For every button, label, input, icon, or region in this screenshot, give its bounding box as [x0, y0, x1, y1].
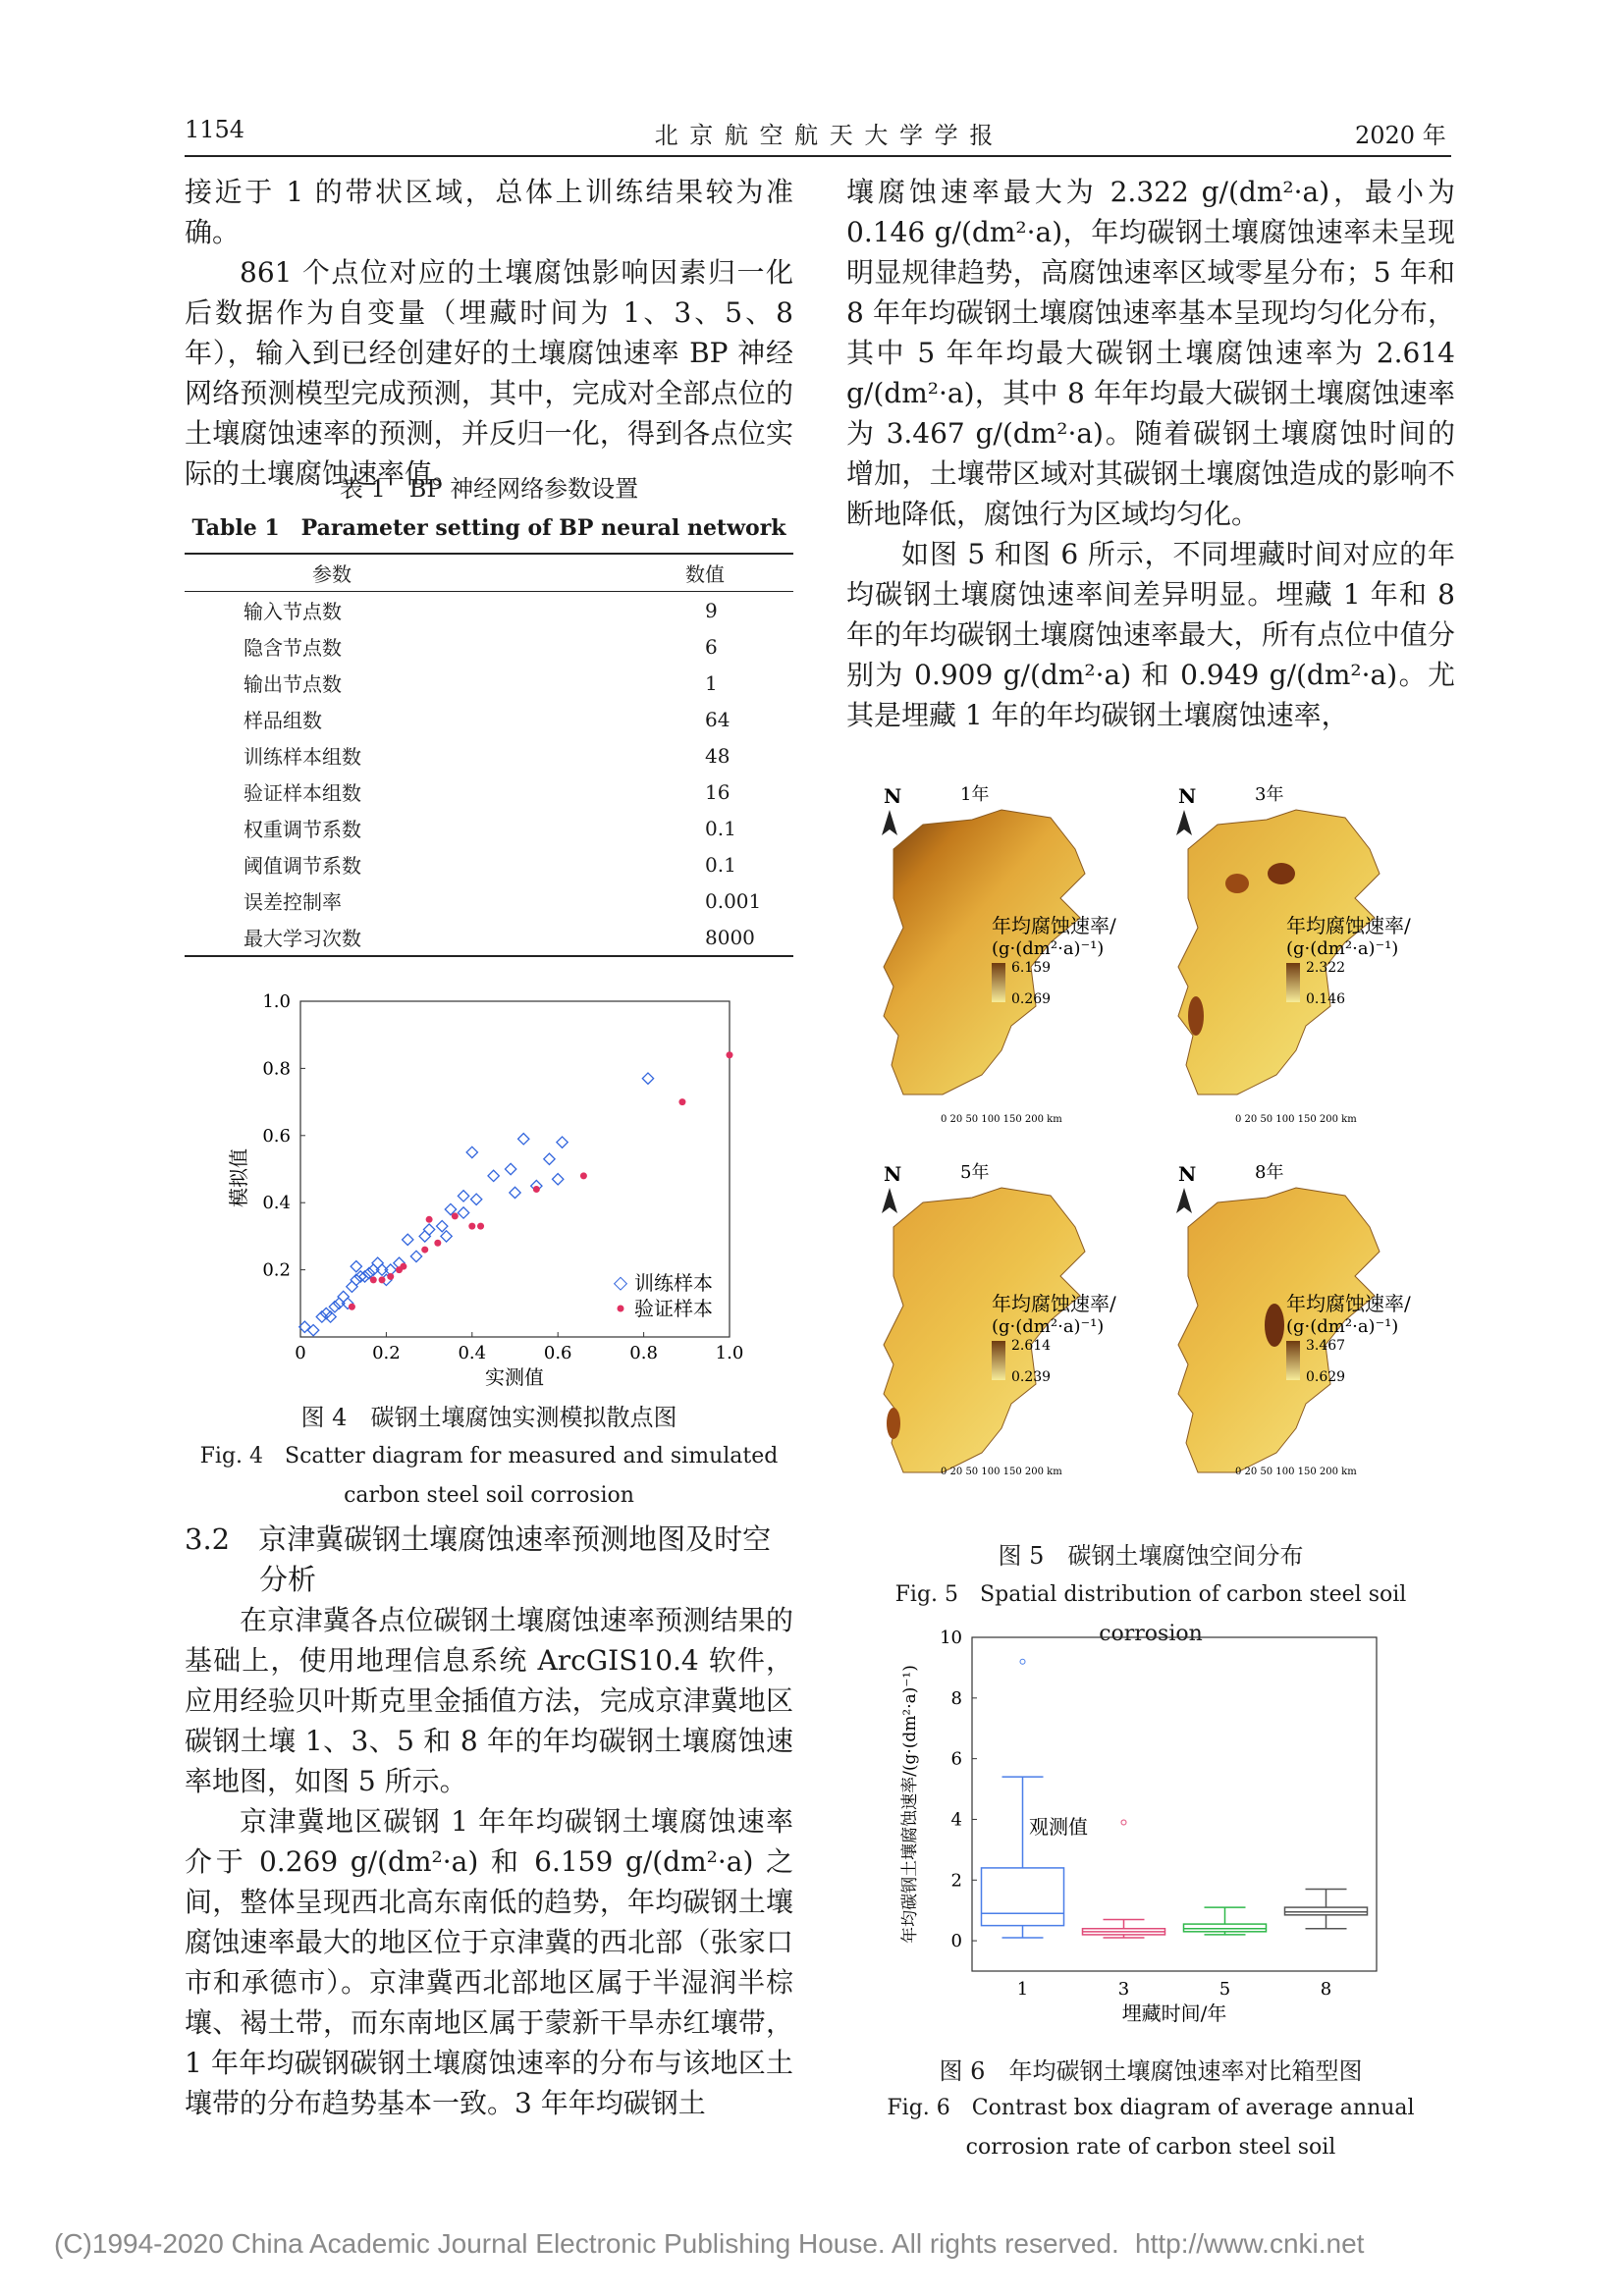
- param-value: 64: [705, 707, 731, 731]
- hotspot: [887, 1408, 900, 1439]
- x-tick-label: 1: [1016, 1979, 1029, 2000]
- scatter-point-train: [466, 1147, 477, 1157]
- legend-min: 0.239: [1011, 1369, 1052, 1385]
- map-panel-3yr: [1176, 783, 1411, 1125]
- legend-unit: (g·(dm²·a)⁻¹): [992, 938, 1105, 959]
- fig5-caption-en: Fig. 5 Spatial distribution of carbon steel soil corrosion: [894, 1582, 1407, 1646]
- legend-colorbar: [992, 963, 1005, 1002]
- scatter-point-train: [488, 1170, 499, 1181]
- box-3: [1083, 1820, 1165, 1938]
- map-panel-1yr: [882, 783, 1116, 1125]
- param-name: 训练样本组数: [244, 745, 361, 769]
- hotspot: [1188, 996, 1204, 1036]
- table-row: [185, 919, 793, 956]
- scatter-point-train: [419, 1231, 430, 1242]
- y-axis-label: 年均碳钢土壤腐蚀速率/(g·(dm²·a)⁻¹): [900, 1665, 920, 1944]
- scatter-point-validation: [426, 1216, 433, 1223]
- x-tick-label: 0.2: [372, 1343, 401, 1363]
- x-axis-label: 实测值: [485, 1365, 544, 1389]
- legend-unit: (g·(dm²·a)⁻¹): [992, 1316, 1105, 1337]
- y-tick-label: 0.4: [262, 1193, 291, 1214]
- x-tick-label: 0.4: [458, 1343, 487, 1363]
- scatter-point-train: [510, 1187, 520, 1198]
- legend-colorbar: [1286, 1341, 1300, 1380]
- param-name: 验证样本组数: [244, 781, 361, 805]
- hotspot: [1265, 1304, 1284, 1347]
- panel-label: 3年: [1255, 784, 1284, 805]
- scatter-point-validation: [434, 1240, 441, 1247]
- north-arrow: N: [884, 784, 902, 808]
- right-column-top: [846, 172, 1455, 735]
- scatter-point-validation: [727, 1051, 733, 1058]
- scatter-point-validation: [370, 1276, 377, 1283]
- left-column-bottom: [185, 1600, 793, 2123]
- legend-marker-validation: [618, 1306, 624, 1312]
- journal-title: 北 京 航 空 航 天 大 学 学 报: [654, 122, 996, 149]
- legend-train-label: 训练样本: [634, 1271, 713, 1295]
- legend-marker-train: [615, 1277, 627, 1290]
- paragraph: 在京津冀各点位碳钢土壤腐蚀速率预测结果的基础上，使用地理信息系统 ArcGIS10.4 软件，应用经验贝叶斯克里金插值方法，完成京津冀地区碳钢土壤 1、3、5 和 8 年的年均碳钢土壤腐蚀速率地图，如图 5 所示。: [185, 1604, 793, 1797]
- y-tick-label: 2: [950, 1870, 962, 1892]
- legend-min: 0.269: [1011, 991, 1052, 1007]
- scale-bar: 0 20 50 100 150 200 km: [1235, 1467, 1357, 1477]
- param-value: 1: [705, 670, 718, 695]
- scatter-point-train: [471, 1194, 482, 1204]
- table-caption-cn: 表 1 BP 神经网络参数设置: [339, 475, 639, 503]
- scatter-point-train: [437, 1220, 448, 1231]
- x-axis-label: 埋藏时间/年: [1121, 2002, 1227, 2025]
- legend-min: 0.146: [1306, 991, 1346, 1007]
- fig4-caption-en-1: Fig. 4 Scatter diagram for measured and simulated: [199, 1444, 779, 1468]
- scatter-point-validation: [477, 1223, 484, 1230]
- scatter-point-train: [338, 1291, 349, 1302]
- scatter-point-train: [518, 1134, 529, 1145]
- map-panel-8yr: [1176, 1161, 1411, 1477]
- param-value: 0.001: [705, 888, 762, 913]
- param-name: 输入节点数: [244, 600, 342, 623]
- scatter-chart: [185, 991, 793, 1394]
- table-caption-en: Table 1 Parameter setting of BP neural network: [191, 515, 786, 541]
- table-header: 参数: [312, 562, 352, 586]
- scatter-point-train: [372, 1257, 383, 1268]
- hotspot: [1225, 874, 1249, 893]
- scatter-point-validation: [468, 1223, 475, 1230]
- plot-frame: [972, 1637, 1377, 1971]
- param-name: 权重调节系数: [244, 818, 361, 841]
- x-tick-label: 3: [1117, 1979, 1130, 2000]
- legend-title: 年均腐蚀速率/: [1286, 914, 1411, 937]
- table-row: [185, 592, 793, 629]
- y-tick-label: 6: [950, 1748, 962, 1770]
- scatter-point-validation: [379, 1276, 386, 1283]
- table-row: [185, 774, 793, 810]
- scatter-point-train: [642, 1073, 653, 1084]
- scatter-point-train: [505, 1163, 515, 1174]
- legend-title: 年均腐蚀速率/: [992, 914, 1116, 937]
- param-name: 隐含节点数: [244, 636, 342, 660]
- table-row: [185, 701, 793, 737]
- param-name: 输出节点数: [244, 672, 342, 696]
- y-tick-label: 0.6: [262, 1125, 291, 1147]
- box-body: [982, 1868, 1064, 1926]
- x-tick-label: 0: [295, 1343, 306, 1363]
- scatter-point-train: [410, 1251, 421, 1261]
- box-body: [1184, 1924, 1267, 1932]
- table-row: [185, 882, 793, 919]
- corrosion-map-figure: [864, 780, 1453, 1487]
- scatter-point-train: [557, 1137, 568, 1148]
- scatter-point-train: [351, 1261, 361, 1272]
- scatter-point-train: [403, 1234, 413, 1245]
- y-tick-label: 4: [950, 1809, 962, 1831]
- map-panel-5yr: [882, 1161, 1116, 1477]
- section-title: 3.2 京津冀碳钢土壤腐蚀速率预测地图及时空: [185, 1522, 772, 1556]
- scatter-point-train: [458, 1191, 468, 1201]
- x-tick-label: 5: [1218, 1979, 1231, 2000]
- param-value: 8000: [705, 925, 755, 949]
- scatter-point-validation: [387, 1273, 394, 1280]
- x-tick-label: 0.6: [543, 1343, 572, 1363]
- legend-unit: (g·(dm²·a)⁻¹): [1286, 938, 1399, 959]
- panel-label: 8年: [1255, 1162, 1284, 1183]
- table-header: 数值: [685, 562, 725, 586]
- north-arrow-icon: [1176, 810, 1192, 835]
- fig6-caption-en-2: corrosion rate of carbon steel soil: [965, 2135, 1336, 2160]
- y-tick-label: 1.0: [262, 991, 291, 1012]
- paragraph: 京津冀地区碳钢 1 年年均碳钢土壤腐蚀速率介于 0.269 g/(dm²·a) 和 6.159 g/(dm²·a) 之间，整体呈现西北高东南低的趋势，年均碳钢土壤腐蚀速率最大的地区位于京津冀的西北部（张家口市和承德市）。京津冀西北部地区属于半湿润半棕壤、褐土带，而东南地区属于蒙新干旱赤红壤带，1 年年均碳钢碳钢土壤腐蚀速率的分布与该地区土壤带的分布趋势基本一致。3 年年均碳钢土: [185, 1805, 793, 2119]
- north-arrow-icon: [882, 1188, 897, 1213]
- scatter-point-validation: [349, 1304, 355, 1310]
- table-row: [185, 737, 793, 774]
- paragraph: 如图 5 和图 6 所示，不同埋藏时间对应的年均碳钢土壤腐蚀速率间差异明显。埋藏 1 年和 8 年的年均碳钢土壤腐蚀速率最大，所有点位中值分别为 0.909 g/(dm²·a) 和 0.949 g/(dm²·a)。尤其是埋藏 1 年的年均碳钢土壤腐蚀速率，: [846, 538, 1455, 731]
- box-outlier: [1121, 1820, 1126, 1825]
- legend-title: 年均腐蚀速率/: [1286, 1292, 1411, 1315]
- year: 2020 年: [1355, 122, 1446, 149]
- table-row: [185, 628, 793, 665]
- north-arrow: N: [1178, 784, 1197, 808]
- box-body: [1285, 1907, 1368, 1915]
- scatter-point-validation: [452, 1212, 459, 1219]
- legend: [615, 1271, 713, 1320]
- x-tick-label: 8: [1320, 1979, 1332, 2000]
- param-name: 误差控制率: [244, 890, 342, 914]
- table-row: [185, 665, 793, 701]
- legend-title: 年均腐蚀速率/: [992, 1292, 1116, 1315]
- north-arrow-icon: [882, 810, 897, 835]
- table-row: [185, 846, 793, 882]
- y-tick-label: 8: [950, 1687, 962, 1709]
- y-tick-label: 0.2: [262, 1259, 291, 1281]
- y-tick-label: 10: [940, 1629, 962, 1648]
- panel-label: 5年: [960, 1162, 990, 1183]
- legend-colorbar: [992, 1341, 1005, 1380]
- box-plot-chart: [864, 1629, 1453, 2032]
- fig6-caption-en-1: Fig. 6 Contrast box diagram of average annual: [887, 2096, 1415, 2120]
- scatter-point-train: [423, 1224, 434, 1235]
- param-value: 48: [705, 743, 731, 768]
- box-8: [1285, 1890, 1368, 1929]
- scatter-point-validation: [678, 1098, 685, 1105]
- scatter-point-validation: [400, 1263, 406, 1270]
- param-value: 16: [705, 779, 731, 804]
- scatter-point-validation: [533, 1186, 540, 1193]
- panel-label: 1年: [960, 784, 990, 805]
- fig4-caption-cn: 图 4 碳钢土壤腐蚀实测模拟散点图: [300, 1404, 677, 1431]
- north-arrow: N: [884, 1162, 902, 1186]
- fig4-caption-en-2: carbon steel soil corrosion: [344, 1483, 634, 1508]
- annotation-label: 观测值: [1029, 1815, 1088, 1839]
- legend-max: 6.159: [1011, 960, 1052, 976]
- north-arrow-icon: [1176, 1188, 1192, 1213]
- scatter-point-validation: [421, 1247, 428, 1254]
- scatter-point-train: [458, 1207, 468, 1218]
- y-axis-label: 模拟值: [227, 1148, 250, 1207]
- section-title-cont: 分析: [259, 1563, 317, 1596]
- scatter-point-train: [544, 1153, 555, 1164]
- param-name: 阈值调节系数: [244, 854, 361, 878]
- table-row: [185, 810, 793, 846]
- legend-max: 2.322: [1306, 960, 1346, 976]
- y-tick-label: 0.8: [262, 1058, 291, 1080]
- paragraph: 壤腐蚀速率最大为 2.322 g/(dm²·a)，最小为 0.146 g/(dm²·a)，年均碳钢土壤腐蚀速率未呈现明显规律趋势，高腐蚀速率区域零星分布；5 年和 8 年年均碳钢土壤腐蚀速率基本呈现均匀化分布，其中 5 年年均最大碳钢土壤腐蚀速率为 2.614 g/(dm²·a)，其中 8 年年均最大碳钢土壤腐蚀速率为 3.467 g/(dm²·a)。随着碳钢土壤腐蚀时间的增加，土壤带区域对其碳钢土壤腐蚀造成的影响不断地降低，腐蚀行为区域均匀化。: [846, 176, 1455, 530]
- fig6-caption-cn: 图 6 年均碳钢土壤腐蚀速率对比箱型图: [939, 2057, 1363, 2085]
- y-tick-label: 0: [950, 1931, 962, 1952]
- param-value: 6: [705, 634, 718, 659]
- box-5: [1184, 1907, 1267, 1935]
- footer-url[interactable]: http://www.cnki.net: [1135, 2228, 1365, 2259]
- param-value: 0.1: [705, 852, 736, 877]
- legend-validation-label: 验证样本: [634, 1297, 713, 1320]
- param-table: [185, 553, 793, 957]
- param-value: 0.1: [705, 816, 736, 840]
- scale-bar: 0 20 50 100 150 200 km: [941, 1114, 1062, 1125]
- scatter-point-validation: [580, 1172, 587, 1179]
- x-tick-label: 0.8: [629, 1343, 658, 1363]
- x-tick-label: 1.0: [715, 1343, 744, 1363]
- box-outlier: [1020, 1659, 1025, 1664]
- fig5-caption-cn: 图 5 碳钢土壤腐蚀空间分布: [998, 1542, 1304, 1570]
- box-1: [982, 1659, 1064, 1938]
- scale-bar: 0 20 50 100 150 200 km: [1235, 1114, 1357, 1125]
- legend-min: 0.629: [1306, 1369, 1346, 1385]
- legend-colorbar: [1286, 963, 1300, 1002]
- legend-unit: (g·(dm²·a)⁻¹): [1286, 1316, 1399, 1337]
- header-rule: [185, 155, 1451, 157]
- scatter-point-train: [553, 1174, 564, 1185]
- copyright: (C)1994-2020 China Academic Journal Electronic Publishing House. All rights reserved.: [54, 2228, 1119, 2259]
- north-arrow: N: [1178, 1162, 1197, 1186]
- page-number: 1154: [185, 116, 245, 143]
- scale-bar: 0 20 50 100 150 200 km: [941, 1467, 1062, 1477]
- paragraph: 接近于 1 的带状区域，总体上训练结果较为准确。: [185, 176, 793, 248]
- legend-max: 2.614: [1011, 1338, 1052, 1354]
- param-name: 样品组数: [244, 709, 322, 732]
- left-column-top: [185, 172, 793, 494]
- scatter-point-train: [347, 1281, 357, 1292]
- param-value: 9: [705, 598, 718, 622]
- param-name: 最大学习次数: [244, 927, 361, 950]
- scatter-point-train: [441, 1231, 452, 1242]
- hotspot: [1268, 863, 1295, 884]
- paragraph: 861 个点位对应的土壤腐蚀影响因素归一化后数据作为自变量（埋藏时间为 1、3、5、8 年），输入到已经创建好的土壤腐蚀速率 BP 神经网络预测模型完成预测，其中，完成对全部点位的土壤腐蚀速率的预测，并反归一化，得到各点位实际的土壤腐蚀速率值。: [185, 256, 793, 490]
- legend-max: 3.467: [1306, 1338, 1346, 1354]
